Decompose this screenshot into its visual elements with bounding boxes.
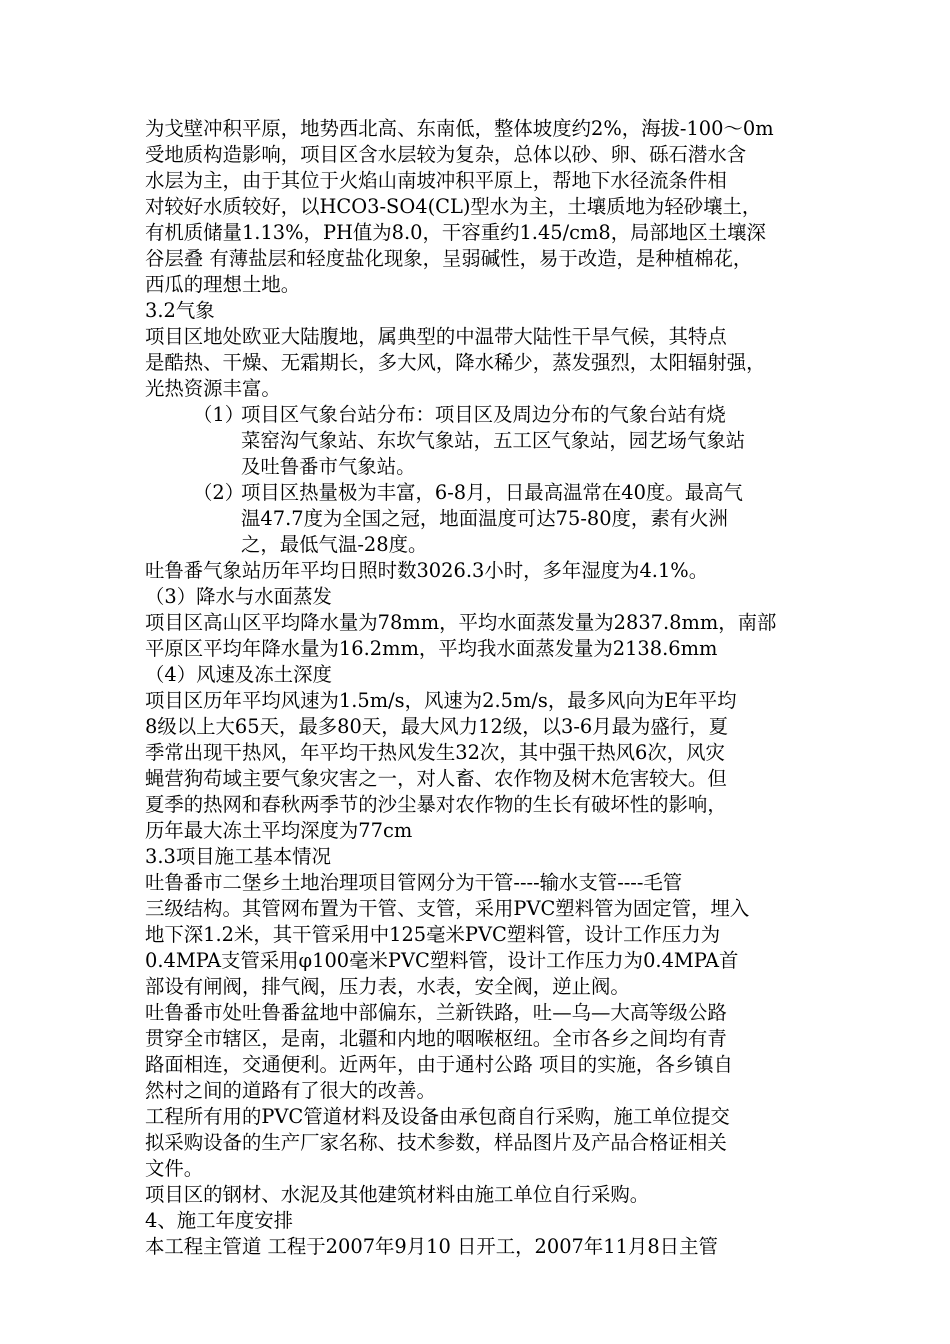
text-line: 8级以上大65天，最多80天，最大风力12级，以3-6月最为盛行，夏 (145, 715, 728, 738)
list-item-continuation: 及吐鲁番市气象站。 (241, 455, 416, 478)
text-line: 项目区地处欧亚大陆腹地，属典型的中温带大陆性干旱气候，其特点 (145, 325, 727, 348)
text-line: 项目区高山区平均降水量为78mm，平均水面蒸发量为2837.8mm，南部 (145, 611, 777, 634)
list-item-line (145, 480, 805, 506)
text-line: 然村之间的道路有了很大的改善。 (145, 1079, 436, 1102)
text-line: 吐鲁番市二堡乡土地治理项目管网分为干管----输水支管----毛管 (145, 871, 683, 894)
text-line: 受地质构造影响，项目区含水层较为复杂，总体以砂、卵、砾石潜水含 (145, 143, 747, 166)
text-line: 季常出现干热风，年平均干热风发生32次，其中强干热风6次，风灾 (145, 741, 725, 764)
text-line: 文件。 (145, 1157, 204, 1180)
list-item-text: 项目区热量极为丰富，6-8月，日最高温常在40度。最高气 (241, 481, 743, 504)
document-body (145, 116, 805, 1260)
text-line: 三级结构。其管网布置为干管、支管，采用PVC塑料管为固定管，埋入 (145, 897, 750, 920)
text-line: 贯穿全市辖区，是南，北疆和内地的咽喉枢纽。全市各乡之间均有青 (145, 1027, 727, 1050)
list-item-text: 项目区气象台站分布：项目区及周边分布的气象台站有烧 (241, 403, 726, 426)
list-item-number: （2） (193, 481, 245, 504)
text-line: 部设有闸阀，排气阀，压力表，水表，安全阀，逆止阀。 (145, 975, 630, 998)
text-line: 项目区的钢材、水泥及其他建筑材料由施工单位自行采购。 (145, 1183, 650, 1206)
text-line: 吐鲁番市处吐鲁番盆地中部偏东，兰新铁路，吐—乌—大高等级公路 (145, 1001, 727, 1024)
text-line: 历年最大冻土平均深度为77cm (145, 819, 413, 842)
text-line: 工程所有用的PVC管道材料及设备由承包商自行采购，施工单位提交 (145, 1105, 730, 1128)
text-line: 3.2气象 (145, 299, 215, 322)
text-line: 谷层叠 有薄盐层和轻度盐化现象，呈弱碱性，易于改造，是种植棉花， (145, 247, 753, 270)
list-item-continuation: 菜窑沟气象站、东坎气象站，五工区气象站，园艺场气象站 (241, 429, 746, 452)
text-line: 0.4MPA支管采用φ100毫米PVC塑料管，设计工作压力为0.4MPA首 (145, 949, 739, 972)
text-line: 有机质储量1.13%，PH值为8.0，干容重约1.45/cm8，局部地区土壤深 (145, 221, 766, 244)
text-line: 本工程主管道 工程于2007年9月10 日开工，2007年11月8日主管 (145, 1235, 718, 1258)
text-line: 吐鲁番气象站历年平均日照时数3026.3小时，多年湿度为4.1%。 (145, 559, 709, 582)
list-item-number: （1） (193, 403, 245, 426)
text-line: 4、施工年度安排 (145, 1209, 294, 1232)
text-line: 夏季的热网和春秋两季节的沙尘暴对农作物的生长有破坏性的影响， (145, 793, 727, 816)
text-line: 平原区平均年降水量为16.2mm，平均我水面蒸发量为2138.6mm (145, 637, 718, 660)
text-line: （3）降水与水面蒸发 (145, 585, 332, 608)
text-line: 光热资源丰富。 (145, 377, 281, 400)
text-line: 地下深1.2米，其干管采用中125毫米PVC塑料管，设计工作压力为 (145, 923, 721, 946)
text-line: 为戈壁冲积平原，地势西北高、东南低，整体坡度约2%，海拔-100～0m (145, 117, 774, 140)
text-line: 拟采购设备的生产厂家名称、技术参数，样品图片及产品合格证相关 (145, 1131, 727, 1154)
list-item-continuation: 之，最低气温-28度。 (241, 533, 428, 556)
text-line: 西瓜的理想土地。 (145, 273, 301, 296)
text-line: 水层为主，由于其位于火焰山南坡冲积平原上，帮地下水径流条件相 (145, 169, 727, 192)
text-line: 对较好水质较好，以HCO3-SO4(CL)型水为主，土壤质地为轻砂壤土， (145, 195, 762, 218)
text-line: 路面相连，交通便利。近两年，由于通村公路 项目的实施，各乡镇自 (145, 1053, 733, 1076)
text-line: 3.3项目施工基本情况 (145, 845, 331, 868)
text-line: 蝇营狗苟域主要气象灾害之一，对人畜、农作物及树木危害较大。但 (145, 767, 727, 790)
text-line: 是酷热、干燥、无霜期长，多大风，降水稀少，蒸发强烈，太阳辐射强， (145, 351, 766, 374)
text-line: 项目区历年平均风速为1.5m/s，风速为2.5m/s，最多风向为E年平均 (145, 689, 737, 712)
list-item-line (145, 402, 805, 428)
text-line: （4）风速及冻土深度 (145, 663, 332, 686)
list-item-continuation: 温47.7度为全国之冠，地面温度可达75-80度，素有火洲 (241, 507, 728, 530)
